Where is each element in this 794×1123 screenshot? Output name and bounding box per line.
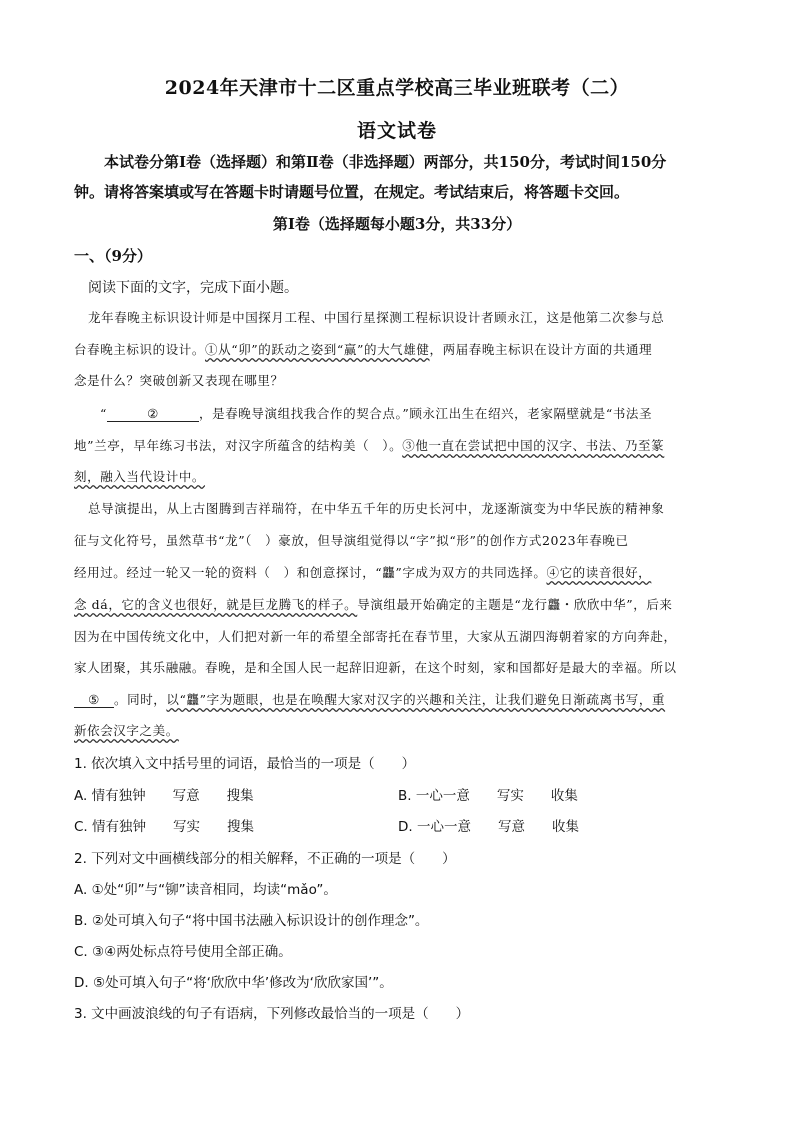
question-1-option-b[interactable]: B. 一心一意 写实 收集: [398, 788, 578, 804]
passage-text: ，两届春晚主标识在设计方面的共通理: [429, 342, 653, 357]
wavy-underlined-sentence-4-end: 念 dá，它的含义也很好，就是巨龙腾飞的样子。: [74, 597, 358, 612]
passage-p2-line2: [74, 436, 724, 454]
passage-p3-line4: [74, 595, 724, 613]
passage-text: 龙年春晚主标识设计师是中国探月工程、中国行星探测工程标识设计者顾永江，这是他第二次参与总: [88, 310, 665, 325]
blank-5: ⑤: [74, 692, 114, 708]
passage-p2-line1: [100, 404, 750, 422]
question-2-option-d[interactable]: D. ⑤处可填入句子“将‘欣欣中华’修改为‘欣欣家国’”。: [74, 975, 393, 991]
question-1-stem: 1. 依次填入文中括号里的词语，最恰当的一项是（ ）: [74, 756, 416, 772]
passage-p3-line7: [74, 690, 724, 708]
passage-text: 征与文化符号，虽然草书“龙”（ ）豪放，但导演组觉得以“字”拟“形”的创作方式2023年春晚已: [74, 533, 629, 548]
passage-text: 总导演提出，从上古图腾到吉祥瑞符，在中华五千年的历史长河中，龙逐渐演变为中华民族的精神象: [88, 501, 665, 516]
passage-p3-line8: [74, 721, 724, 739]
wavy-underlined-sentence-1: ①从“卯”的跃动之姿到“赢”的大气雄健: [205, 342, 430, 357]
question-2-option-c[interactable]: C. ③④两处标点符号使用全部正确。: [74, 944, 292, 960]
wavy-underlined-sentence-final: 以“龘”字为题眼，也是在唤醒大家对汉字的兴趣和关注，让我们避免日渐疏离书写，重: [166, 692, 666, 707]
passage-text: 台春晚主标识的设计。: [74, 342, 206, 357]
passage-p1-line1: [88, 308, 738, 326]
instructions-line-1: 本试卷分第Ⅰ卷（选择题）和第Ⅱ卷（非选择题）两部分，共150分，考试时间150分: [104, 153, 667, 171]
question-2-option-b[interactable]: B. ②处可填入句子“将中国书法融入标识设计的创作理念”。: [74, 913, 429, 929]
passage-text: 导演组最开始确定的主题是“龙行龘・欣欣中华”，后来: [357, 597, 673, 612]
passage-p1-line3: [74, 371, 724, 389]
passage-p3-line3: [74, 563, 724, 581]
passage-p3-line1: [88, 499, 738, 517]
question-3-stem: 3. 文中画波浪线的句子有语病，下列修改最恰当的一项是（ ）: [74, 1006, 470, 1022]
passage-text: 。同时，: [114, 692, 167, 707]
question-1-option-a[interactable]: A. 情有独钟 写意 搜集: [74, 788, 254, 804]
wavy-underlined-sentence-3: ③他一直在尝试把中国的汉字、书法、乃至篆: [402, 438, 665, 453]
wavy-underlined-sentence-3-end: 刻，融入当代设计中。: [74, 469, 206, 484]
passage-p2-line3: [74, 467, 724, 485]
question-2-option-a[interactable]: A. ①处“卯”与“铆”读音相同，均读“mǎo”。: [74, 882, 337, 898]
question-1-option-d[interactable]: D. 一心一意 写意 收集: [398, 819, 579, 835]
passage-text: 地”兰亭，早年练习书法，对汉字所蕴含的结构美（ ）。: [74, 438, 403, 453]
passage-text: 念是什么？突破创新又表现在哪里？: [74, 373, 284, 388]
part-heading: 一、（9分）: [74, 247, 152, 265]
blank-2: ②: [107, 406, 199, 422]
reading-prompt: 阅读下面的文字，完成下面小题。: [88, 280, 298, 296]
passage-p3-line2: [74, 531, 724, 549]
passage-text: 经用过。经过一轮又一轮的资料（ ）和创意探讨，“龘”字成为双方的共同选择。: [74, 565, 547, 580]
wavy-underlined-sentence-final-end: 新依会汉字之美。: [74, 723, 179, 738]
page-subtitle: 语文试卷: [356, 120, 437, 142]
passage-p1-line2: [74, 340, 724, 358]
passage-p3-line6: [74, 658, 724, 676]
passage-text: 因为在中国传统文化中，人们把对新一年的希望全部寄托在春节里，大家从五湖四海朝着家的方向奔赴，: [74, 629, 677, 644]
instructions-line-2: 钟。请将答案填或写在答题卡时请题号位置，在规定。考试结束后，将答题卡交回。: [74, 183, 630, 201]
question-1-option-c[interactable]: C. 情有独钟 写实 搜集: [74, 819, 255, 835]
passage-p3-line5: [74, 627, 724, 645]
question-2-stem: 2. 下列对文中画横线部分的相关解释，不正确的一项是（ ）: [74, 851, 456, 867]
passage-text: 家人团聚，其乐融融。春晚，是和全国人民一起辞旧迎新，在这个时刻，家和国都好是最大的幸福。所以: [74, 660, 677, 675]
passage-text: “: [100, 406, 107, 421]
section-heading: 第Ⅰ卷（选择题每小题3分，共33分）: [272, 215, 522, 233]
page-title: 2024年天津市十二区重点学校高三毕业班联考（二）: [164, 77, 630, 99]
passage-text: ，是春晚导演组找我合作的契合点。”顾永江出生在绍兴，老家隔壁就是“书法圣: [199, 406, 653, 421]
wavy-underlined-sentence-4: ④它的读音很好，: [546, 565, 652, 580]
